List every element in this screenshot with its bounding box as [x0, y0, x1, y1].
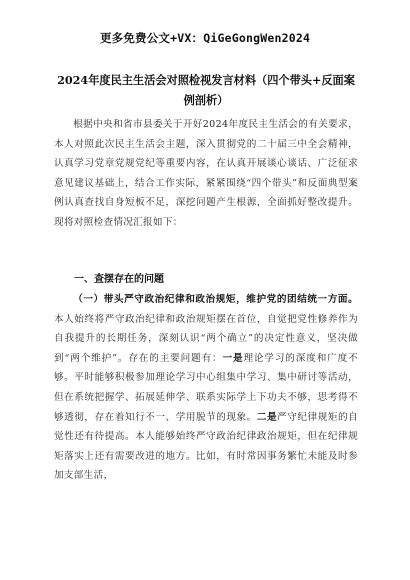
- document-title: 2024年度民主生活会对照检视发言材料（四个带头+反面案例剖析）: [57, 73, 355, 107]
- intro-text: 根据中央和省市县委关于开好2024年度民主生活会的有关要求，本人对照此次民主生活会主题，深入贯彻党的二十届三中全会精神，认真学习党章党规党纪等重要内容，在认真开展谈心谈话、广泛征求意见建议基础上，结合工作实际，紧紧围绕“四个带头”和反面典型案例认真查找自身短板不足，深挖问题产生根源，全面抓好整改提升。现将对照检查情况汇报如下：: [54, 119, 358, 228]
- intro-paragraph: [54, 115, 358, 233]
- point-label-2: 二是: [256, 411, 278, 423]
- promo-banner: 更多免费公文+VX：QiGeGongWen2024: [99, 31, 311, 45]
- subsection-heading: （一）带头严守政治纪律和政治规矩，维护党的团结统一方面。: [73, 294, 358, 305]
- point-text-1: 理论学习的深度和广度不够。平时能够积极参加理论学习中心组集中学习、集中研讨等活动，但在系统把握学、拓展延伸学、联系实际学上下功夫不够，思考得不够透彻，存在着知行不一、学用脱节的现象。: [54, 352, 358, 423]
- subsection-text: 本人始终将严守政治纪律和政治规矩摆在首位，自觉把党性修养作为自我提升的长期任务，深刻认识“两个确立”的决定性意义，坚决做到“两个维护”。存在的主要问题有：: [54, 313, 358, 364]
- point-text-2: 严守纪律规矩的自觉性还有待提高。本人能够始终严守政治纪律政治规矩，但在纪律规矩落实上还有需要改进的地方。比如，有时常因事务繁忙未能及时参加支部生活，: [54, 411, 359, 482]
- section-heading: 一、查摆存在的问题: [74, 274, 164, 285]
- section-body: [54, 290, 358, 486]
- point-label-1: 一是: [222, 352, 244, 364]
- subsection-paragraph: [54, 290, 358, 486]
